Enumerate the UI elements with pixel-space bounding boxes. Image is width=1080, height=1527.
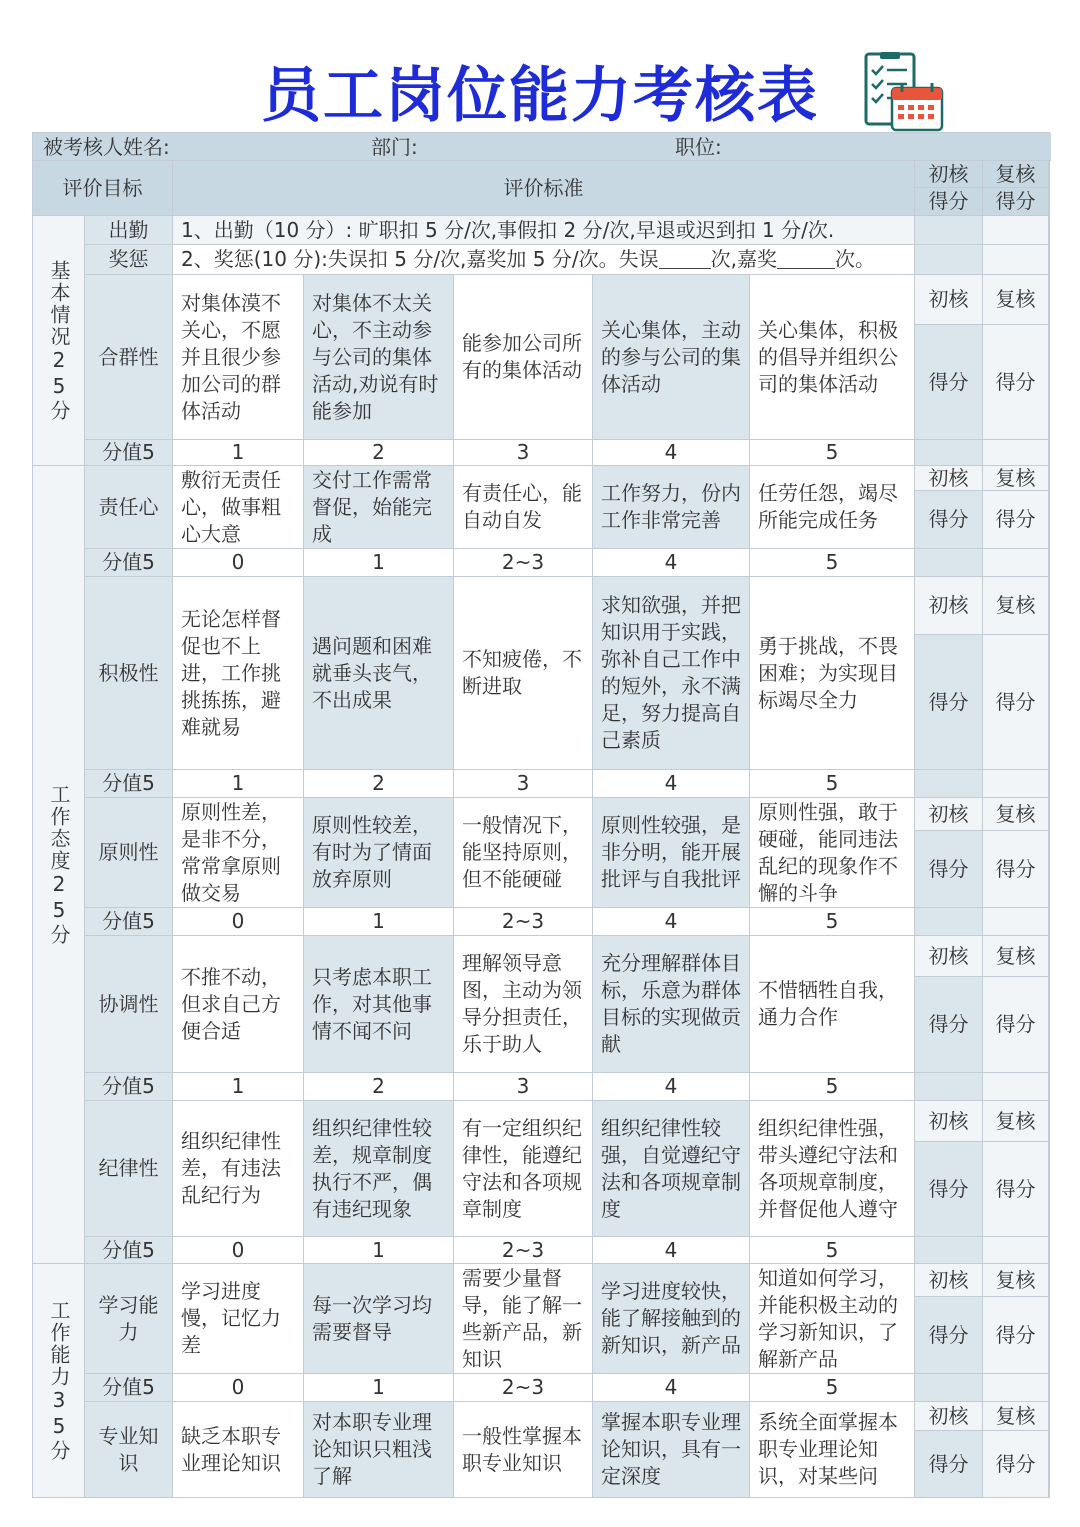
score-value: 0 <box>173 549 304 577</box>
first-review-label: 初核 <box>915 577 983 635</box>
reward-rule: 2、奖惩(10 分):失误扣 5 分/次,嘉奖加 5 分/次。失误 次,嘉奖 次。 <box>173 245 915 275</box>
second-score-cell[interactable]: 得分 <box>983 1297 1049 1374</box>
first-review-label: 初核 <box>915 275 983 325</box>
reward-second-score[interactable] <box>983 245 1049 275</box>
criterion-level-text: 只考虑本职工作，对其他事情不闻不问 <box>304 936 454 1073</box>
second-score-sum[interactable] <box>983 549 1049 577</box>
criterion-level-text: 组织纪律性强，带头遵纪守法和各项规章制度，并督促他人遵守 <box>750 1101 915 1237</box>
criterion-level-text: 缺乏本职专业理论知识 <box>173 1402 304 1498</box>
criterion-level-text: 任劳任怨，竭尽所能完成任务 <box>750 466 915 549</box>
criterion-level-text: 能参加公司所有的集体活动 <box>454 275 593 440</box>
score-value: 2~3 <box>454 1237 593 1264</box>
criterion-level-text: 遇问题和困难就垂头丧气，不出成果 <box>304 577 454 770</box>
criterion-level-text: 勇于挑战，不畏困难；为实现目标竭尽全力 <box>750 577 915 770</box>
criterion-level-text: 组织纪律性差，有违法乱纪行为 <box>173 1101 304 1237</box>
second-review-label: 复核 <box>983 936 1049 977</box>
score-value: 1 <box>173 770 304 798</box>
first-score-sum[interactable] <box>915 1374 983 1402</box>
criterion-level-text: 一般性掌握本职专业知识 <box>454 1402 593 1498</box>
criterion-level-text: 无论怎样督促也不上进，工作挑挑拣拣，避难就易 <box>173 577 304 770</box>
second-score-sum[interactable] <box>983 440 1049 466</box>
reward-first-score[interactable] <box>915 245 983 275</box>
criterion-level-text: 不惜牺牲自我，通力合作 <box>750 936 915 1073</box>
score-value-label: 分值5 <box>85 1237 173 1264</box>
header-first-review: 初核 <box>915 161 983 188</box>
criterion-level-text: 对集体漠不关心，不愿并且很少参加公司的群体活动 <box>173 275 304 440</box>
criterion-level-text: 求知欲强，并把知识用于实践，弥补自己工作中的短外，永不满足，努力提高自己素质 <box>593 577 750 770</box>
criterion-level-text: 学习进度慢，记忆力差 <box>173 1264 304 1374</box>
second-review-label: 复核 <box>983 275 1049 325</box>
first-review-label: 初核 <box>915 1264 983 1297</box>
score-value-label: 分值5 <box>85 1374 173 1402</box>
section-ability: 工作能力35分 <box>33 1264 85 1498</box>
score-value: 5 <box>750 1374 915 1402</box>
header-score: 得分 <box>983 188 1049 216</box>
dept-field-label: 部门: <box>371 135 418 159</box>
score-value: 3 <box>454 440 593 466</box>
score-value: 2~3 <box>454 1374 593 1402</box>
criterion-level-text: 理解领导意图，主动为领导分担责任，乐于助人 <box>454 936 593 1073</box>
criterion-level-text: 原则性较强，是非分明，能开展批评与自我批评 <box>593 798 750 908</box>
score-value-label: 分值5 <box>85 440 173 466</box>
criterion-level-text: 组织纪律性较强，自觉遵纪守法和各项规章制度 <box>593 1101 750 1237</box>
score-value: 1 <box>304 908 454 936</box>
first-review-label: 初核 <box>915 798 983 831</box>
first-score-sum[interactable] <box>915 1073 983 1101</box>
criterion-level-text: 有责任心，能自动自发 <box>454 466 593 549</box>
first-score-cell[interactable]: 得分 <box>915 325 983 440</box>
second-score-cell[interactable]: 得分 <box>983 635 1049 770</box>
score-value: 2~3 <box>454 549 593 577</box>
reward-count-blank[interactable] <box>777 250 835 269</box>
first-score-cell[interactable]: 得分 <box>915 491 983 549</box>
criterion-level-text: 原则性差，是非不分，常常拿原则做交易 <box>173 798 304 908</box>
second-score-cell[interactable]: 得分 <box>983 831 1049 908</box>
second-score-sum[interactable] <box>983 1237 1049 1264</box>
score-value: 0 <box>173 1374 304 1402</box>
criterion-label: 学习能力 <box>85 1264 173 1374</box>
score-value: 4 <box>593 440 750 466</box>
score-value: 1 <box>304 1237 454 1264</box>
criterion-level-text: 对集体不太关心，不主动参与公司的集体活动,劝说有时能参加 <box>304 275 454 440</box>
criterion-level-text: 掌握本职专业理论知识，具有一定深度 <box>593 1402 750 1498</box>
criterion-label: 责任心 <box>85 466 173 549</box>
score-value: 5 <box>750 440 915 466</box>
first-score-cell[interactable]: 得分 <box>915 635 983 770</box>
criterion-level-text: 不知疲倦，不断进取 <box>454 577 593 770</box>
criterion-level-text: 一般情况下，能坚持原则，但不能硬碰 <box>454 798 593 908</box>
second-review-label: 复核 <box>983 577 1049 635</box>
score-value: 3 <box>454 770 593 798</box>
first-score-cell[interactable]: 得分 <box>915 831 983 908</box>
criterion-level-text: 关心集体，积极的倡导并组织公司的集体活动 <box>750 275 915 440</box>
attendance-rule: 1、出勤（10 分）: 旷职扣 5 分/次,事假扣 2 分/次,早退或迟到扣 1 分/次. <box>173 216 915 245</box>
score-value-label: 分值5 <box>85 549 173 577</box>
score-value: 4 <box>593 1374 750 1402</box>
criterion-label: 原则性 <box>85 798 173 908</box>
assessment-table <box>32 132 1050 1498</box>
score-value: 4 <box>593 549 750 577</box>
score-value-label: 分值5 <box>85 908 173 936</box>
second-score-cell[interactable]: 得分 <box>983 977 1049 1073</box>
page-title: 员工岗位能力考核表 <box>261 61 819 131</box>
score-value-label: 分值5 <box>85 1073 173 1101</box>
criterion-level-text: 知道如何学习，并能积极主动的学习新知识，了解新产品 <box>750 1264 915 1374</box>
second-score-cell[interactable]: 得分 <box>983 1431 1049 1498</box>
score-value: 5 <box>750 908 915 936</box>
score-value-label: 分值5 <box>85 770 173 798</box>
first-review-label: 初核 <box>915 1101 983 1142</box>
criterion-level-text: 有一定组织纪律性，能遵纪守法和各项规章制度 <box>454 1101 593 1237</box>
mistake-count-blank[interactable] <box>659 250 711 269</box>
score-value: 4 <box>593 1073 750 1101</box>
second-score-sum[interactable] <box>983 908 1049 936</box>
criterion-level-text: 组织纪律性较差，规章制度执行不严，偶有违纪现象 <box>304 1101 454 1237</box>
score-value: 5 <box>750 1073 915 1101</box>
first-score-sum[interactable] <box>915 908 983 936</box>
second-score-sum[interactable] <box>983 1073 1049 1101</box>
second-score-cell[interactable]: 得分 <box>983 325 1049 440</box>
header-score: 得分 <box>915 188 983 216</box>
info-bar <box>33 133 1051 161</box>
criterion-label: 协调性 <box>85 936 173 1073</box>
criterion-level-text: 需要少量督导，能了解一些新产品，新知识 <box>454 1264 593 1374</box>
score-value: 1 <box>173 1073 304 1101</box>
first-score-sum[interactable] <box>915 770 983 798</box>
first-score-sum[interactable] <box>915 549 983 577</box>
criterion-level-text: 充分理解群体目标，乐意为群体目标的实现做贡献 <box>593 936 750 1073</box>
second-review-label: 复核 <box>983 1402 1049 1431</box>
score-value: 2~3 <box>454 908 593 936</box>
second-review-label: 复核 <box>983 466 1049 491</box>
score-value: 1 <box>304 549 454 577</box>
checklist-calendar-icon <box>862 52 946 132</box>
score-value: 1 <box>304 1374 454 1402</box>
name-field-label: 被考核人姓名: <box>43 135 170 159</box>
position-field-label: 职位: <box>675 135 722 159</box>
first-score-cell[interactable]: 得分 <box>915 1431 983 1498</box>
second-review-label: 复核 <box>983 1264 1049 1297</box>
second-score-cell[interactable]: 得分 <box>983 1142 1049 1237</box>
second-review-label: 复核 <box>983 1101 1049 1142</box>
second-score-cell[interactable]: 得分 <box>983 491 1049 549</box>
score-value: 2 <box>304 770 454 798</box>
score-value: 5 <box>750 770 915 798</box>
first-review-label: 初核 <box>915 936 983 977</box>
score-value: 0 <box>173 908 304 936</box>
criterion-level-text: 系统全面掌握本职专业理论知识，对某些问 <box>750 1402 915 1498</box>
first-score-cell[interactable]: 得分 <box>915 1297 983 1374</box>
criterion-level-text: 不推不动，但求自己方便合适 <box>173 936 304 1073</box>
criterion-level-text: 工作努力，份内工作非常完善 <box>593 466 750 549</box>
second-score-sum[interactable] <box>983 770 1049 798</box>
criterion-level-text: 敷衍无责任心，做事粗心大意 <box>173 466 304 549</box>
score-value: 4 <box>593 908 750 936</box>
score-value: 5 <box>750 549 915 577</box>
score-value: 5 <box>750 1237 915 1264</box>
header-goal: 评价目标 <box>33 161 173 216</box>
score-value: 4 <box>593 770 750 798</box>
criterion-label: 积极性 <box>85 577 173 770</box>
score-value: 4 <box>593 1237 750 1264</box>
score-value: 3 <box>454 1073 593 1101</box>
attendance-second-score[interactable] <box>983 216 1049 245</box>
criterion-label: 纪律性 <box>85 1101 173 1237</box>
first-score-sum[interactable] <box>915 440 983 466</box>
attendance-label: 出勤 <box>85 216 173 245</box>
criterion-level-text: 对本职专业理论知识只粗浅了解 <box>304 1402 454 1498</box>
criterion-level-text: 每一次学习均需要督导 <box>304 1264 454 1374</box>
attendance-first-score[interactable] <box>915 216 983 245</box>
score-value: 2 <box>304 1073 454 1101</box>
first-score-sum[interactable] <box>915 1237 983 1264</box>
first-score-cell[interactable]: 得分 <box>915 977 983 1073</box>
criterion-level-text: 学习进度较快，能了解接触到的新知识，新产品 <box>593 1264 750 1374</box>
criterion-label: 合群性 <box>85 275 173 440</box>
second-review-label: 复核 <box>983 798 1049 831</box>
criterion-level-text: 原则性较差，有时为了情面放弃原则 <box>304 798 454 908</box>
criterion-level-text: 原则性强，敢于硬碰，能同违法乱纪的现象作不懈的斗争 <box>750 798 915 908</box>
header-standard: 评价标准 <box>173 161 915 216</box>
criterion-level-text: 交付工作需常督促，始能完成 <box>304 466 454 549</box>
reward-label: 奖惩 <box>85 245 173 275</box>
criterion-level-text: 关心集体，主动的参与公司的集体活动 <box>593 275 750 440</box>
section-basic: 基本情况25分 <box>33 216 85 466</box>
section-attitude: 工作态度25分 <box>33 466 85 1264</box>
score-value: 0 <box>173 1237 304 1264</box>
score-value: 2 <box>304 440 454 466</box>
first-score-cell[interactable]: 得分 <box>915 1142 983 1237</box>
first-review-label: 初核 <box>915 466 983 491</box>
first-review-label: 初核 <box>915 1402 983 1431</box>
second-score-sum[interactable] <box>983 1374 1049 1402</box>
header-second-review: 复核 <box>983 161 1049 188</box>
score-value: 1 <box>173 440 304 466</box>
criterion-label: 专业知识 <box>85 1402 173 1498</box>
